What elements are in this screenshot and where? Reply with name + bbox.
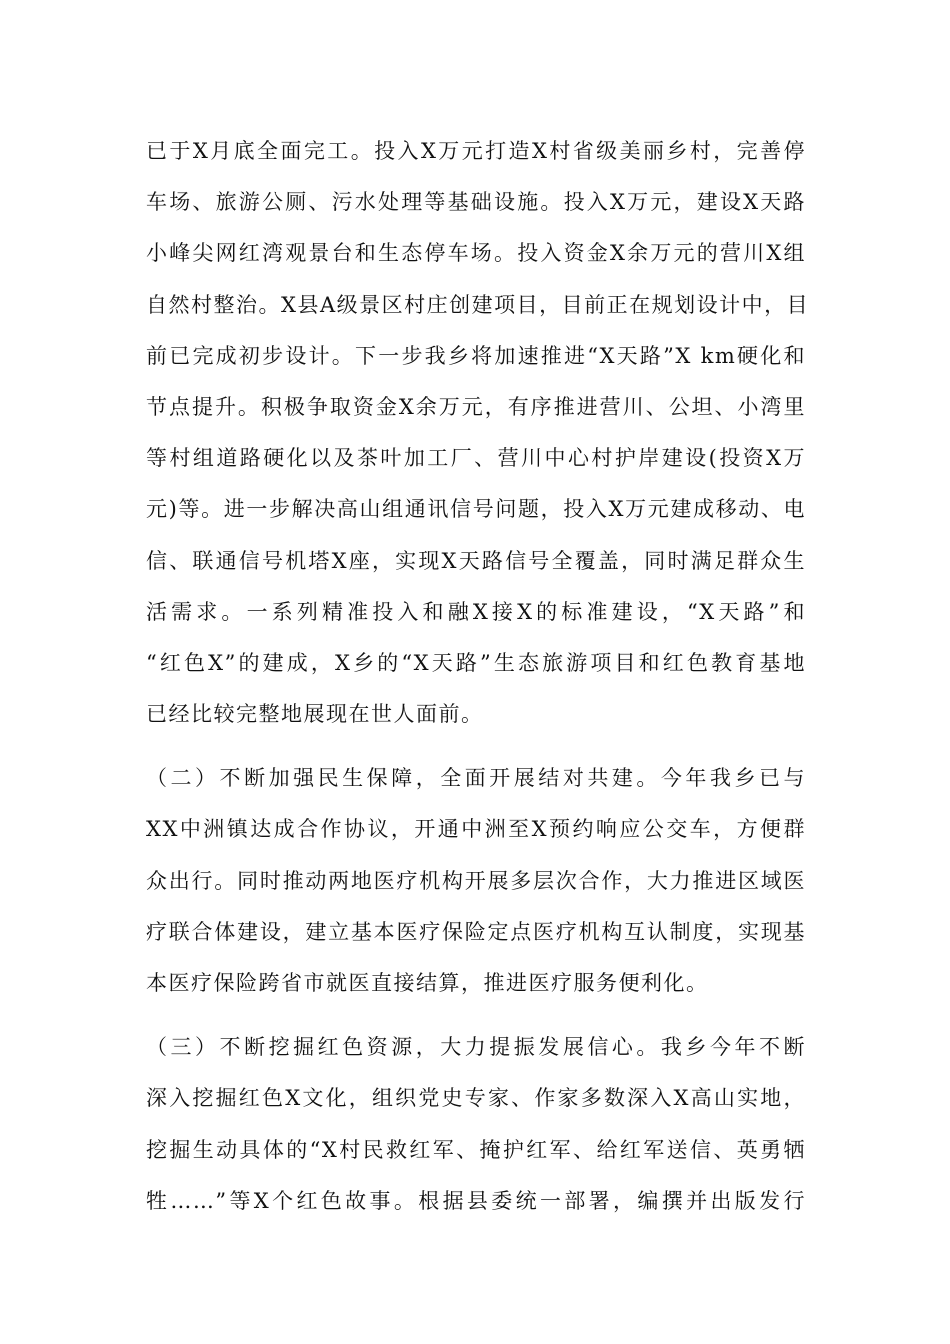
text-line: 活需求。一系列精准投入和融X接X的标准建设，“X天路”和 xyxy=(146,599,806,624)
text-line: 众出行。同时推动两地医疗机构开展多层次合作，大力推进区域医 xyxy=(146,868,806,893)
text-line: （三）不断挖掘红色资源，大力提振发展信心。我乡今年不断 xyxy=(146,1035,806,1060)
text-line: “红色X”的建成，X乡的“X天路”生态旅游项目和红色教育基地 xyxy=(146,650,806,675)
text-line: 节点提升。积极争取资金X余万元，有序推进营川、公坦、小湾里 xyxy=(146,394,806,419)
text-line: 本医疗保险跨省市就医直接结算，推进医疗服务便利化。 xyxy=(146,971,709,995)
text-line: 信、联通信号机塔X座，实现X天路信号全覆盖，同时满足群众生 xyxy=(146,548,806,573)
text-line: 前已完成初步设计。下一步我乡将加速推进“X天路”X km硬化和 xyxy=(146,343,806,368)
text-line: 深入挖掘红色X文化，组织党史专家、作家多数深入X高山实地， xyxy=(146,1086,806,1111)
document-body xyxy=(146,126,810,1227)
paragraph-2 xyxy=(146,753,806,1009)
text-line: 车场、旅游公厕、污水处理等基础设施。投入X万元，建设X天路 xyxy=(146,190,806,215)
text-line: 牲……”等X个红色故事。根据县委统一部署，编撰并出版发行 xyxy=(146,1188,806,1213)
text-line: 已于X月底全面完工。投入X万元打造X村省级美丽乡村，完善停 xyxy=(146,139,806,163)
text-line: 自然村整治。X县A级景区村庄创建项目，目前正在规划设计中，目 xyxy=(146,292,810,317)
text-line: 已经比较完整地展现在世人面前。 xyxy=(146,702,484,727)
text-line: 元)等。进一步解决高山组通讯信号问题，投入X万元建成移动、电 xyxy=(146,497,806,522)
paragraph-spacer xyxy=(146,1009,806,1022)
paragraph-1 xyxy=(146,126,810,740)
text-line: 等村组道路硬化以及茶叶加工厂、营川中心村护岸建设(投资X万 xyxy=(146,446,806,471)
text-line: （二）不断加强民生保障，全面开展结对共建。今年我乡已与 xyxy=(146,766,806,791)
text-line: 疗联合体建设，建立基本医疗保险定点医疗机构互认制度，实现基 xyxy=(146,919,806,944)
paragraph-3 xyxy=(146,1022,806,1227)
text-line: 挖掘生动具体的“X村民救红军、掩护红军、给红军送信、英勇牺 xyxy=(146,1137,806,1162)
paragraph-spacer xyxy=(146,740,806,753)
text-line: XX中洲镇达成合作协议，开通中洲至X预约响应公交车，方便群 xyxy=(146,817,806,842)
text-line: 小峰尖网红湾观景台和生态停车场。投入资金X余万元的营川X组 xyxy=(146,241,806,266)
